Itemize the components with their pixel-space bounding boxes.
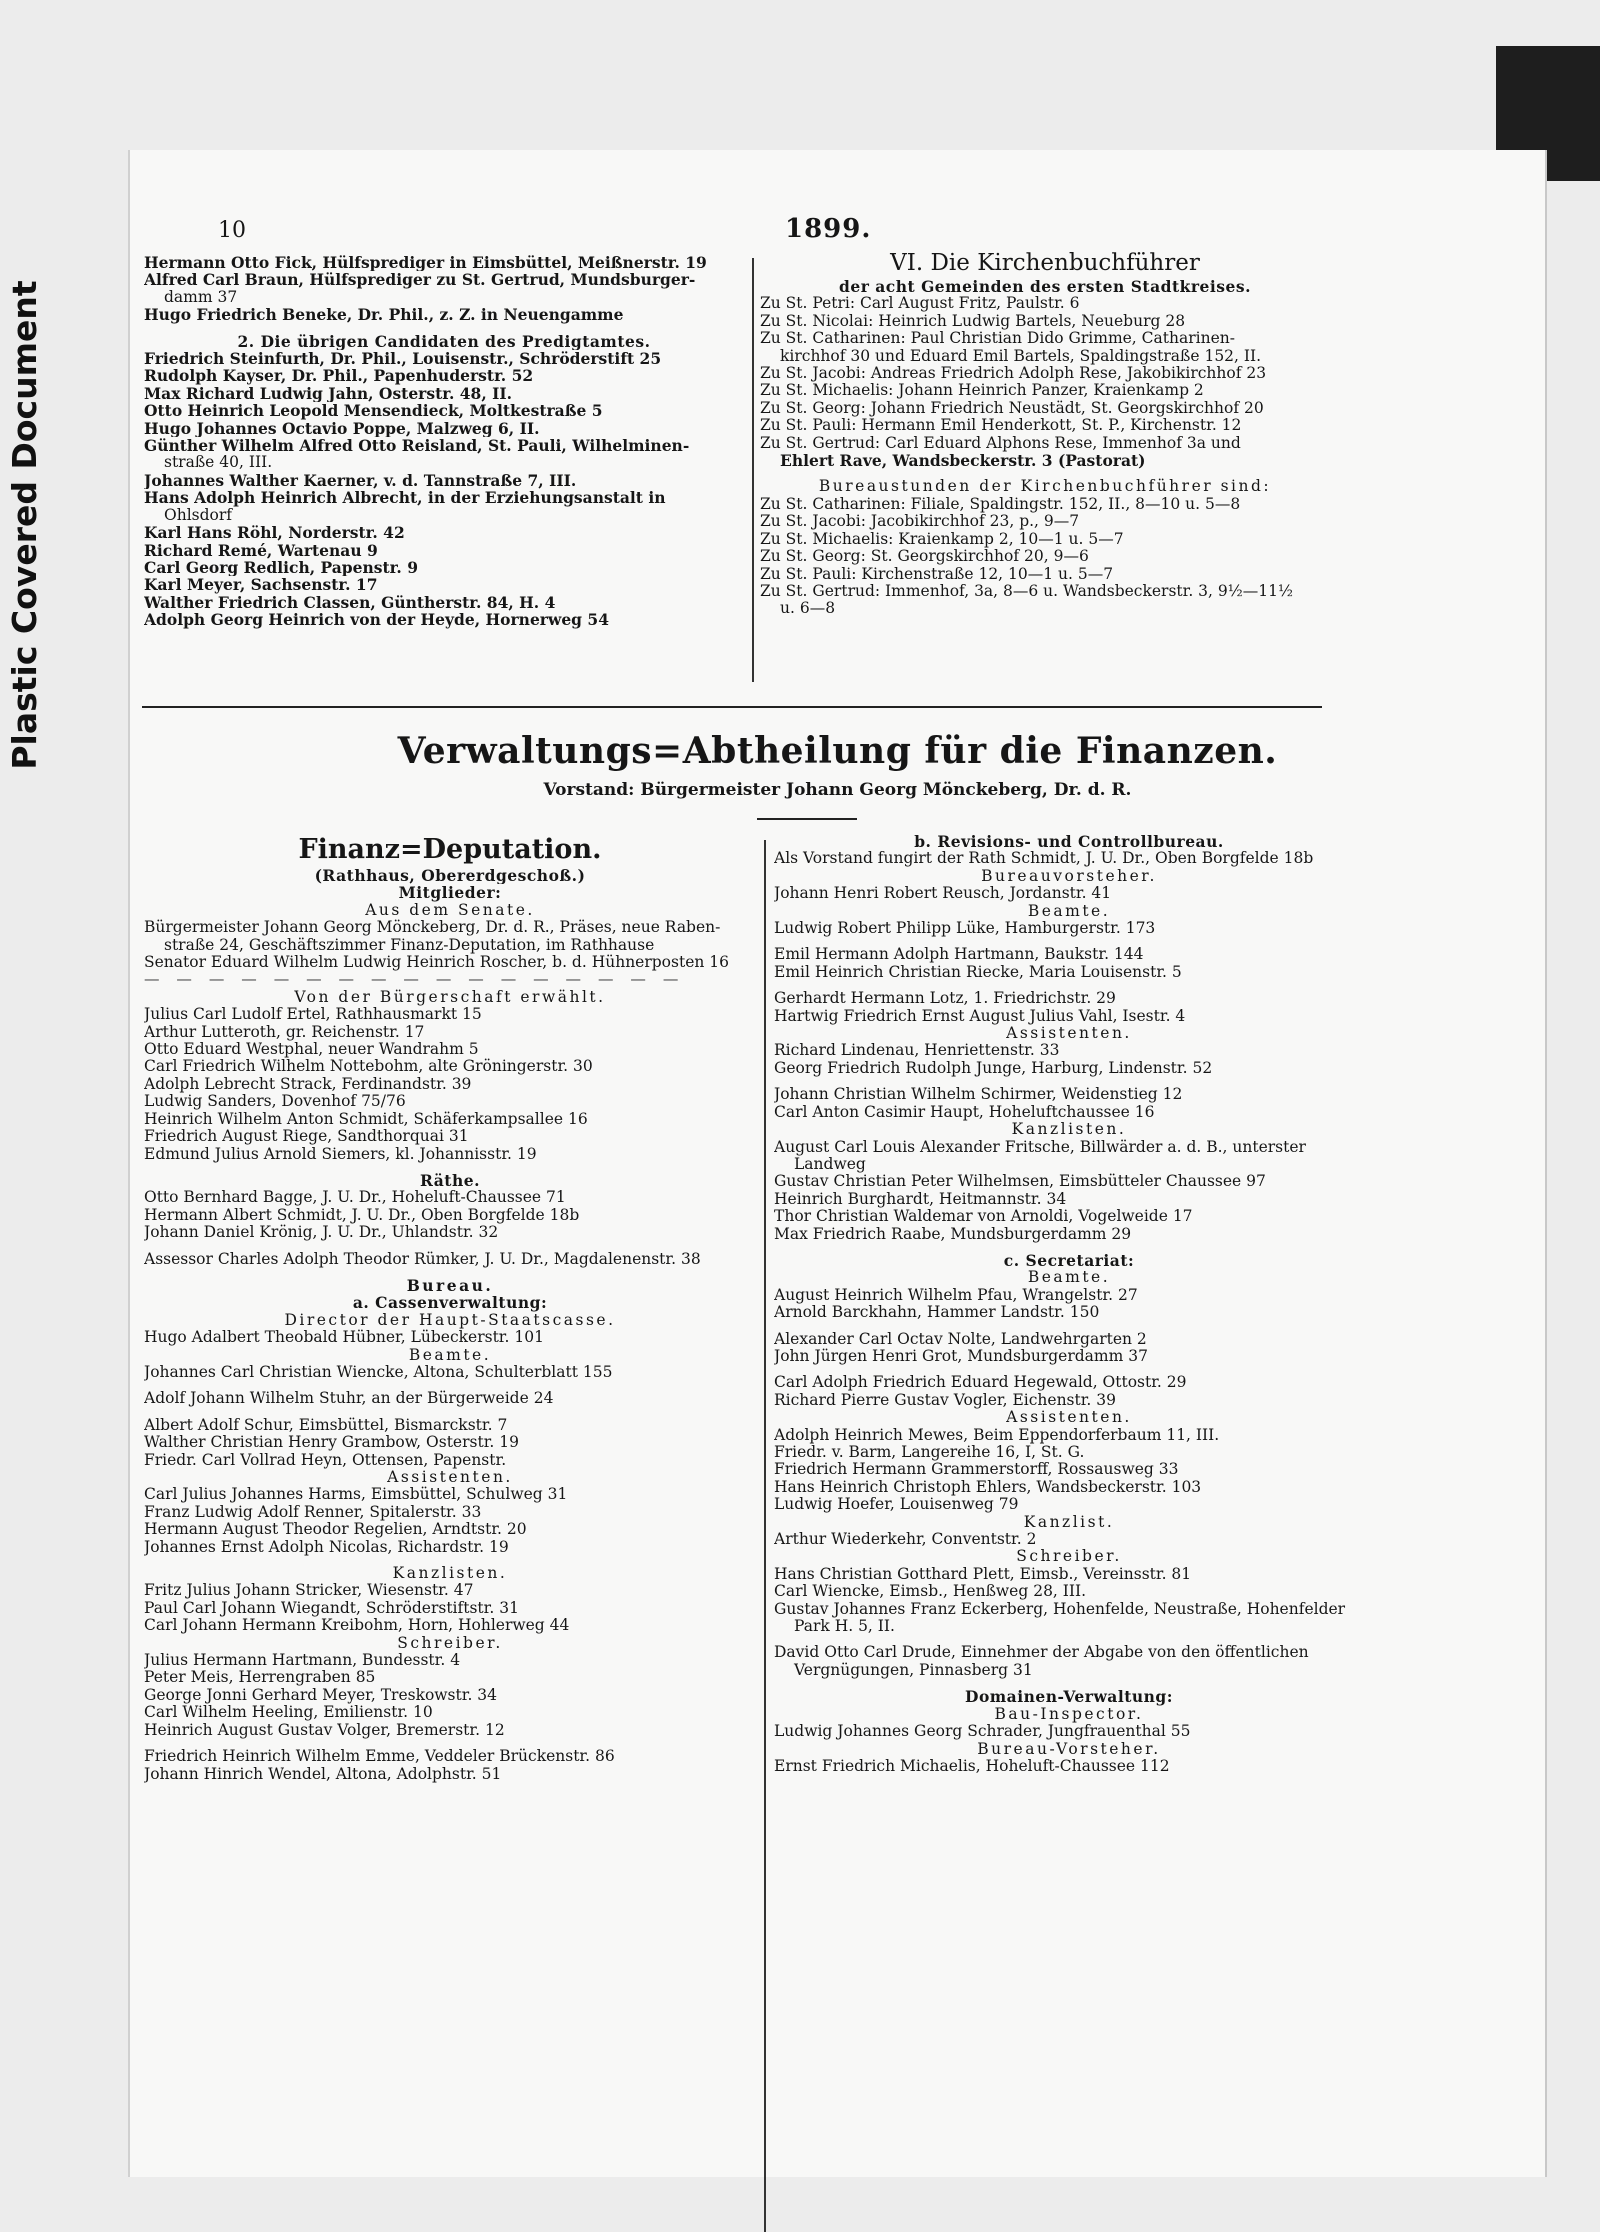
directory-entry: Edmund Julius Arnold Siemers, kl. Johannisstr. 19 [144, 1145, 537, 1163]
section-heading: Assistenten. [1006, 1409, 1132, 1427]
directory-entry: Hans Heinrich Christoph Ehlers, Wandsbeckerstr. 103 [774, 1478, 1202, 1496]
directory-entry: Carl Wiencke, Eimsb., Henßweg 28, III. [774, 1583, 1087, 1601]
directory-entry: Friedrich August Riege, Sandthorquai 31 [144, 1128, 469, 1146]
directory-entry: Julius Hermann Hartmann, Bundesstr. 4 [144, 1652, 461, 1670]
section-heading: Finanz=Deputation. [298, 834, 602, 865]
directory-entry: Johann Christian Wilhelm Schirmer, Weidenstieg 12 [774, 1086, 1183, 1104]
directory-entry: Franz Ludwig Adolf Renner, Spitalerstr. 33 [144, 1503, 482, 1521]
page-header [130, 214, 1545, 248]
directory-entry: Adolph Lebrecht Strack, Ferdinandstr. 39 [144, 1075, 472, 1093]
section-heading: Schreiber. [1016, 1548, 1122, 1566]
directory-entry: Park H. 5, II. [794, 1618, 895, 1636]
directory-entry: Max Friedrich Raabe, Mundsburgerdamm 29 [774, 1225, 1132, 1243]
side-label: Plastic Covered Document [5, 280, 44, 770]
directory-entry: Gustav Christian Peter Wilhelmsen, Eimsbütteler Chaussee 97 [774, 1173, 1266, 1191]
directory-entry: Rudolph Kayser, Dr. Phil., Papenhuderstr. 52 [144, 367, 534, 385]
directory-entry: Albert Adolf Schur, Eimsbüttel, Bismarckstr. 7 [144, 1416, 508, 1434]
directory-entry: Arnold Barckhahn, Hammer Landstr. 150 [774, 1304, 1100, 1322]
section-heading: 2. Die übrigen Candidaten des Predigtamtes. [237, 332, 651, 351]
directory-entry: Zu St. Georg: St. Georgskirchhof 20, 9—6 [760, 548, 1089, 566]
directory-entry: Richard Lindenau, Henriettenstr. 33 [774, 1042, 1060, 1060]
directory-entry: Hermann Otto Fick, Hülfsprediger in Eimsbüttel, Meißnerstr. 19 [144, 254, 707, 272]
directory-entry: Max Richard Ludwig Jahn, Osterstr. 48, II. [144, 384, 513, 403]
directory-entry: Carl Julius Johannes Harms, Eimsbüttel, Schulweg 31 [144, 1486, 568, 1504]
directory-entry: Walther Christian Henry Grambow, Osterstr. 19 [144, 1434, 519, 1452]
directory-entry: John Jürgen Henri Grot, Mundsburgerdamm 37 [774, 1347, 1148, 1365]
directory-entry: Julius Carl Ludolf Ertel, Rathhausmarkt 15 [144, 1006, 482, 1024]
directory-entry: Zu St. Michaelis: Kraienkamp 2, 10—1 u. 5—7 [760, 530, 1124, 548]
directory-entry: Gerhardt Hermann Lotz, 1. Friedrichstr. 29 [774, 990, 1116, 1008]
directory-entry: Peter Meis, Herrengraben 85 [144, 1669, 376, 1687]
directory-entry: Johann Hinrich Wendel, Altona, Adolphstr. 51 [144, 1765, 502, 1783]
directory-entry: Ludwig Sanders, Dovenhof 75/76 [144, 1093, 406, 1111]
directory-entry: Zu St. Jacobi: Jacobikirchhof 23, p., 9—7 [760, 513, 1080, 531]
spacer [774, 1322, 1364, 1331]
section-heading: Beamte. [1027, 1269, 1111, 1287]
spacer [774, 1365, 1364, 1374]
directory-entry: Alexander Carl Octav Nolte, Landwehrgarten 2 [774, 1330, 1147, 1348]
section-heading: Bureau-Vorsteher. [977, 1740, 1161, 1758]
directory-entry: Otto Eduard Westphal, neuer Wandrahm 5 [144, 1041, 479, 1059]
directory-entry: Heinrich August Gustav Volger, Bremerstr. 12 [144, 1721, 505, 1739]
directory-entry: Zu St. Catharinen: Paul Christian Dido Grimme, Catharinen- [760, 330, 1235, 348]
directory-entry: Als Vorstand fungirt der Rath Schmidt, J. U. Dr., Oben Borgfelde 18b [774, 850, 1314, 868]
dash-separator: — — — — — — — — — — — — — — — — — [144, 971, 685, 989]
section-rule [142, 706, 1322, 708]
directory-entry: Zu St. Michaelis: Johann Heinrich Panzer, Kraienkamp 2 [760, 382, 1204, 400]
directory-entry: Hans Christian Gotthard Plett, Eimsb., Vereinsstr. 81 [774, 1565, 1192, 1583]
directory-entry: Landweg [794, 1155, 866, 1173]
spacer [774, 1077, 1364, 1086]
directory-entry: kirchhof 30 und Eduard Emil Bartels, Spaldingstraße 152, II. [780, 347, 1262, 365]
section-heading: Assistenten. [1006, 1025, 1132, 1043]
document-page [128, 150, 1547, 2177]
section-heading: b. Revisions- und Controllbureau. [914, 833, 1224, 851]
verwaltung-subtitle: Vorstand: Bürgermeister Johann Georg Mönckeberg, Dr. d. R. [543, 780, 1132, 800]
directory-entry: George Jonni Gerhard Meyer, Treskowstr. 34 [144, 1686, 498, 1704]
directory-entry: Hartwig Friedrich Ernst August Julius Vahl, Isestr. 4 [774, 1007, 1186, 1025]
directory-entry: Hugo Friedrich Beneke, Dr. Phil., z. Z. in Neuengamme [144, 306, 624, 324]
directory-entry: Ohlsdorf [164, 506, 233, 524]
section-heading: Mitglieder: [398, 884, 502, 902]
directory-entry: Ludwig Robert Philipp Lüke, Hamburgerstr. 173 [774, 920, 1156, 938]
bottom-right-column [774, 833, 1364, 1775]
directory-entry: Hugo Adalbert Theobald Hübner, Lübeckerstr. 101 [144, 1329, 544, 1347]
bottom-left-column [144, 833, 756, 1783]
verwaltung-title: Verwaltungs=Abtheilung für die Finanzen. [397, 730, 1278, 772]
directory-entry: Hermann Albert Schmidt, J. U. Dr., Oben Borgfelde 18b [144, 1206, 580, 1224]
section-heading: Bureauvorsteher. [981, 867, 1157, 885]
section-heading: Schreiber. [397, 1634, 503, 1652]
directory-entry: Johannes Carl Christian Wiencke, Altona, Schulterblatt 155 [144, 1363, 613, 1381]
directory-entry: Ehlert Rave, Wandsbeckerstr. 3 (Pastorat) [780, 452, 1146, 470]
section-heading: Bureaustunden der Kirchenbuchführer sind: [818, 478, 1272, 496]
directory-entry: Friedrich Steinfurth, Dr. Phil., Louisenstr., Schröderstift 25 [144, 350, 662, 368]
directory-entry: Gustav Johannes Franz Eckerberg, Hohenfelde, Neustraße, Hohenfelder [774, 1600, 1346, 1618]
directory-entry: Carl Johann Hermann Kreibohm, Horn, Hohlerweg 44 [144, 1617, 570, 1635]
section-heading: Assistenten. [387, 1469, 513, 1486]
directory-entry: Bürgermeister Johann Georg Mönckeberg, Dr. d. R., Präses, neue Raben- [144, 919, 721, 937]
directory-entry: Günther Wilhelm Alfred Otto Reisland, St. Pauli, Wilhelminen- [144, 437, 690, 455]
directory-entry: Richard Remé, Wartenau 9 [144, 541, 378, 559]
section-heading: Beamte. [408, 1346, 492, 1364]
directory-entry: Zu St. Petri: Carl August Fritz, Paulstr. 6 [760, 295, 1080, 313]
spacer [144, 1242, 756, 1251]
spacer [144, 1408, 756, 1417]
spacer [774, 1243, 1364, 1252]
directory-entry: Karl Hans Röhl, Norderstr. 42 [144, 524, 405, 542]
directory-entry: Hugo Johannes Octavio Poppe, Malzweg 6, II. [144, 419, 540, 438]
section-heading: Räthe. [420, 1171, 480, 1190]
top-column-separator [752, 258, 754, 682]
directory-entry: straße 40, III. [164, 454, 273, 472]
directory-entry: Zu St. Gertrud: Carl Eduard Alphons Rese, Immenhof 3a und [760, 434, 1241, 452]
directory-entry: u. 6—8 [780, 600, 836, 618]
directory-entry: Carl Adolph Friedrich Eduard Hegewald, Ottostr. 29 [774, 1374, 1187, 1392]
section-heading: Bureau. [406, 1276, 494, 1295]
directory-entry: straße 24, Geschäftszimmer Finanz-Deputation, im Rathhause [164, 936, 655, 954]
spacer [760, 469, 1330, 478]
directory-entry: Friedr. Carl Vollrad Heyn, Ottensen, Papenstr. [144, 1451, 507, 1469]
directory-entry: Zu St. Pauli: Hermann Emil Henderkott, St. P., Kirchenstr. 12 [760, 417, 1242, 435]
directory-entry: Adolf Johann Wilhelm Stuhr, an der Bürgerweide 24 [144, 1390, 554, 1408]
section-heading: Domainen-Verwaltung: [965, 1688, 1173, 1706]
top-left-column [144, 254, 744, 629]
page-year: 1899. [785, 214, 872, 244]
directory-entry: Richard Pierre Gustav Vogler, Eichenstr. 39 [774, 1391, 1117, 1409]
directory-entry: Arthur Wiederkehr, Conventstr. 2 [774, 1531, 1037, 1549]
section-heading: Aus dem Senate. [365, 901, 535, 919]
directory-entry: Fritz Julius Johann Stricker, Wiesenstr. 47 [144, 1582, 474, 1600]
bottom-column-separator [764, 840, 766, 2232]
directory-entry: Georg Friedrich Rudolph Junge, Harburg, Lindenstr. 52 [774, 1059, 1213, 1077]
spacer [774, 1635, 1364, 1644]
directory-entry: Assessor Charles Adolph Theodor Rümker, J. U. Dr., Magdalenenstr. 38 [144, 1250, 701, 1268]
directory-entry: Adolph Georg Heinrich von der Heyde, Hornerweg 54 [144, 611, 609, 629]
section-heading: Von der Bürgerschaft erwählt. [294, 988, 606, 1006]
top-right-column [760, 248, 1330, 618]
directory-entry: Arthur Lutteroth, gr. Reichenstr. 17 [144, 1023, 425, 1041]
directory-entry: Emil Heinrich Christian Riecke, Maria Louisenstr. 5 [774, 963, 1182, 981]
section-heading: Kanzlisten. [1011, 1121, 1127, 1139]
directory-entry: Friedr. v. Barm, Langereihe 16, I, St. G. [774, 1444, 1085, 1461]
spacer [144, 324, 744, 333]
directory-entry: Zu St. Gertrud: Immenhof, 3a, 8—6 u. Wandsbeckerstr. 3, 9½—11½ [760, 582, 1294, 600]
directory-entry: Senator Eduard Wilhelm Ludwig Heinrich Roscher, b. d. Hühnerposten 16 [144, 954, 729, 972]
directory-entry: Vergnügungen, Pinnasberg 31 [794, 1661, 1033, 1679]
subtitle-rule [757, 818, 857, 820]
directory-entry: Zu St. Pauli: Kirchenstraße 12, 10—1 u. 5—7 [760, 565, 1114, 583]
directory-entry: Johannes Walther Kaerner, v. d. Tannstraße 7, III. [144, 471, 577, 490]
directory-entry: damm 37 [164, 288, 238, 306]
directory-entry: Alfred Carl Braun, Hülfsprediger zu St. Gertrud, Mundsburger- [144, 271, 696, 289]
directory-entry: Emil Hermann Adolph Hartmann, Baukstr. 144 [774, 946, 1144, 964]
directory-entry: Otto Bernhard Bagge, J. U. Dr., Hoheluft-Chaussee 71 [144, 1189, 566, 1207]
spacer [144, 1163, 756, 1172]
directory-entry: Heinrich Wilhelm Anton Schmidt, Schäferkampsallee 16 [144, 1110, 588, 1128]
directory-entry: Walther Friedrich Classen, Güntherstr. 84, H. 4 [144, 593, 556, 612]
section-heading: Kanzlist. [1023, 1513, 1115, 1531]
directory-entry: Ludwig Hoefer, Louisenweg 79 [774, 1496, 1019, 1514]
directory-entry: Carl Anton Casimir Haupt, Hoheluftchaussee 16 [774, 1103, 1155, 1121]
directory-entry: Karl Meyer, Sachsenstr. 17 [144, 576, 378, 594]
spacer [774, 1679, 1364, 1688]
directory-entry: Carl Wilhelm Heeling, Emilienstr. 10 [144, 1704, 433, 1722]
directory-entry: Zu St. Nicolai: Heinrich Ludwig Bartels, Neueburg 28 [760, 312, 1186, 330]
directory-entry: Hermann August Theodor Regelien, Arndtstr. 20 [144, 1521, 527, 1539]
spacer [774, 937, 1364, 946]
directory-entry: August Carl Louis Alexander Fritsche, Billwärder a. d. B., unterster [774, 1138, 1306, 1156]
directory-entry: Paul Carl Johann Wiegandt, Schröderstiftstr. 31 [144, 1599, 519, 1617]
directory-entry: Johann Daniel Krönig, J. U. Dr., Uhlandstr. 32 [144, 1224, 499, 1242]
spacer [144, 1739, 756, 1748]
directory-entry: Ernst Friedrich Michaelis, Hoheluft-Chaussee 112 [774, 1757, 1170, 1775]
spacer [144, 1268, 756, 1277]
directory-entry: Zu St. Georg: Johann Friedrich Neustädt, St. Georgskirchhof 20 [760, 399, 1264, 417]
section-heading: Beamte. [1027, 902, 1111, 920]
section-heading: (Rathhaus, Obererdgeschoß.) [314, 867, 586, 885]
section-heading: VI. Die Kirchenbuchführer [890, 250, 1200, 276]
directory-entry: Johannes Ernst Adolph Nicolas, Richardstr. 19 [144, 1538, 509, 1556]
section-heading: Bau-Inspector. [994, 1705, 1144, 1723]
directory-entry: Otto Heinrich Leopold Mensendieck, Moltkestraße 5 [144, 402, 603, 420]
directory-entry: Carl Georg Redlich, Papenstr. 9 [144, 558, 418, 577]
directory-entry: August Heinrich Wilhelm Pfau, Wrangelstr. 27 [774, 1286, 1138, 1304]
directory-entry: Adolph Heinrich Mewes, Beim Eppendorferbaum 11, III. [774, 1426, 1220, 1444]
section-heading: c. Secretariat: [1003, 1251, 1135, 1270]
directory-entry: Carl Friedrich Wilhelm Nottebohm, alte Gröningerstr. 30 [144, 1058, 593, 1076]
page-number: 10 [218, 218, 246, 243]
spacer [774, 981, 1364, 990]
directory-entry: David Otto Carl Drude, Einnehmer der Abgabe von den öffentlichen [774, 1644, 1309, 1662]
directory-entry: Thor Christian Waldemar von Arnoldi, Vogelweide 17 [774, 1208, 1193, 1226]
directory-entry: Ludwig Johannes Georg Schrader, Jungfrauenthal 55 [774, 1723, 1191, 1741]
directory-entry: Friedrich Hermann Grammerstorff, Rossausweg 33 [774, 1461, 1179, 1479]
section-heading: a. Cassenverwaltung: [352, 1294, 548, 1312]
directory-entry: Friedrich Heinrich Wilhelm Emme, Veddeler Brückenstr. 86 [144, 1748, 615, 1766]
spacer [144, 1556, 756, 1565]
directory-entry: Johann Henri Robert Reusch, Jordanstr. 41 [774, 885, 1112, 903]
directory-entry: Zu St. Catharinen: Filiale, Spaldingstr. 152, II., 8—10 u. 5—8 [760, 495, 1241, 513]
section-heading: der acht Gemeinden des ersten Stadtkreises. [839, 278, 1251, 296]
spacer [144, 1381, 756, 1390]
directory-entry: Zu St. Jacobi: Andreas Friedrich Adolph Rese, Jakobikirchhof 23 [760, 365, 1267, 383]
directory-entry: Hans Adolph Heinrich Albrecht, in der Erziehungsanstalt in [144, 489, 666, 507]
section-heading: Director der Haupt-Staatscasse. [284, 1311, 616, 1329]
directory-entry: Heinrich Burghardt, Heitmannstr. 34 [774, 1190, 1067, 1208]
section-heading: Kanzlisten. [392, 1565, 508, 1583]
